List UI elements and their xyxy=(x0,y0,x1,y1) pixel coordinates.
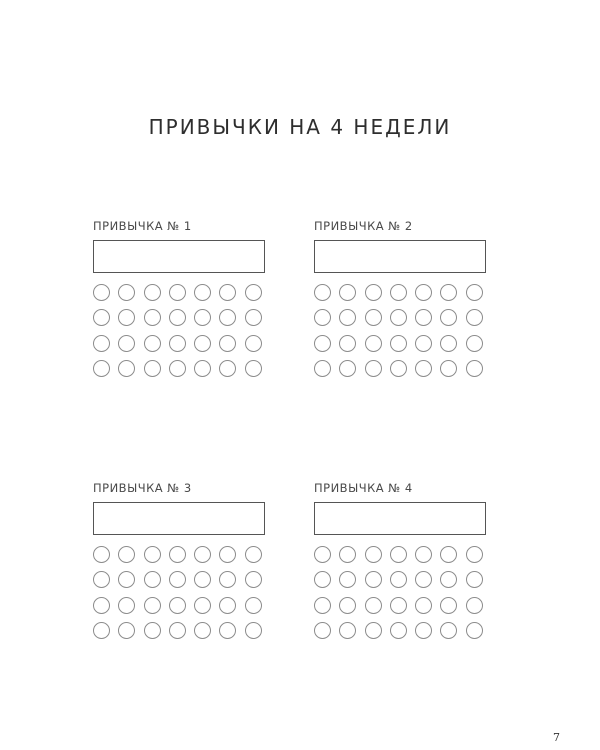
day-checkbox[interactable] xyxy=(440,622,457,639)
day-checkbox[interactable] xyxy=(93,546,110,563)
day-checkbox[interactable] xyxy=(415,546,432,563)
habit-name-field[interactable] xyxy=(314,502,486,535)
day-checkbox[interactable] xyxy=(194,571,211,588)
day-checkbox[interactable] xyxy=(466,360,483,377)
day-checkbox[interactable] xyxy=(219,597,236,614)
day-checkbox[interactable] xyxy=(339,546,356,563)
day-checkbox[interactable] xyxy=(415,335,432,352)
day-checkbox[interactable] xyxy=(194,546,211,563)
habit-label: ПРИВЫЧКА № 2 xyxy=(314,219,413,233)
day-checkbox[interactable] xyxy=(169,546,186,563)
habit-tracker-grid xyxy=(314,546,492,639)
day-checkbox[interactable] xyxy=(365,309,382,326)
day-checkbox[interactable] xyxy=(169,284,186,301)
day-checkbox[interactable] xyxy=(365,597,382,614)
day-checkbox[interactable] xyxy=(245,309,262,326)
day-checkbox[interactable] xyxy=(415,622,432,639)
day-checkbox[interactable] xyxy=(339,571,356,588)
day-checkbox[interactable] xyxy=(314,546,331,563)
day-checkbox[interactable] xyxy=(390,284,407,301)
day-checkbox[interactable] xyxy=(144,335,161,352)
day-checkbox[interactable] xyxy=(194,360,211,377)
day-checkbox[interactable] xyxy=(440,335,457,352)
day-checkbox[interactable] xyxy=(314,360,331,377)
day-checkbox[interactable] xyxy=(219,571,236,588)
day-checkbox[interactable] xyxy=(194,309,211,326)
day-checkbox[interactable] xyxy=(365,622,382,639)
day-checkbox[interactable] xyxy=(365,335,382,352)
day-checkbox[interactable] xyxy=(440,546,457,563)
habit-tracker-grid xyxy=(314,284,492,377)
habit-label: ПРИВЫЧКА № 3 xyxy=(93,481,192,495)
day-checkbox[interactable] xyxy=(245,597,262,614)
day-checkbox[interactable] xyxy=(93,284,110,301)
day-checkbox[interactable] xyxy=(466,546,483,563)
day-checkbox[interactable] xyxy=(390,360,407,377)
day-checkbox[interactable] xyxy=(93,597,110,614)
habit-block-2 xyxy=(314,218,492,377)
day-checkbox[interactable] xyxy=(93,622,110,639)
day-checkbox[interactable] xyxy=(169,360,186,377)
day-checkbox[interactable] xyxy=(390,335,407,352)
habit-name-field[interactable] xyxy=(93,502,265,535)
day-checkbox[interactable] xyxy=(118,597,135,614)
day-checkbox[interactable] xyxy=(245,284,262,301)
day-checkbox[interactable] xyxy=(118,335,135,352)
day-checkbox[interactable] xyxy=(245,360,262,377)
day-checkbox[interactable] xyxy=(365,546,382,563)
day-checkbox[interactable] xyxy=(339,622,356,639)
day-checkbox[interactable] xyxy=(219,309,236,326)
habit-label: ПРИВЫЧКА № 4 xyxy=(314,481,413,495)
day-checkbox[interactable] xyxy=(314,597,331,614)
day-checkbox[interactable] xyxy=(169,622,186,639)
day-checkbox[interactable] xyxy=(194,597,211,614)
day-checkbox[interactable] xyxy=(245,546,262,563)
day-checkbox[interactable] xyxy=(466,622,483,639)
habit-block-3 xyxy=(93,480,271,639)
habit-block-1 xyxy=(93,218,271,377)
day-checkbox[interactable] xyxy=(194,622,211,639)
day-checkbox[interactable] xyxy=(219,284,236,301)
day-checkbox[interactable] xyxy=(314,571,331,588)
day-checkbox[interactable] xyxy=(169,597,186,614)
day-checkbox[interactable] xyxy=(440,571,457,588)
day-checkbox[interactable] xyxy=(415,284,432,301)
day-checkbox[interactable] xyxy=(194,335,211,352)
day-checkbox[interactable] xyxy=(339,335,356,352)
day-checkbox[interactable] xyxy=(466,284,483,301)
day-checkbox[interactable] xyxy=(93,360,110,377)
day-checkbox[interactable] xyxy=(118,284,135,301)
day-checkbox[interactable] xyxy=(118,546,135,563)
day-checkbox[interactable] xyxy=(144,360,161,377)
day-checkbox[interactable] xyxy=(118,309,135,326)
day-checkbox[interactable] xyxy=(440,597,457,614)
day-checkbox[interactable] xyxy=(169,309,186,326)
day-checkbox[interactable] xyxy=(144,546,161,563)
day-checkbox[interactable] xyxy=(219,360,236,377)
day-checkbox[interactable] xyxy=(93,571,110,588)
day-checkbox[interactable] xyxy=(169,571,186,588)
day-checkbox[interactable] xyxy=(144,309,161,326)
day-checkbox[interactable] xyxy=(93,335,110,352)
habit-name-field[interactable] xyxy=(314,240,486,273)
day-checkbox[interactable] xyxy=(339,309,356,326)
day-checkbox[interactable] xyxy=(440,284,457,301)
day-checkbox[interactable] xyxy=(314,309,331,326)
day-checkbox[interactable] xyxy=(415,360,432,377)
day-checkbox[interactable] xyxy=(415,571,432,588)
day-checkbox[interactable] xyxy=(415,597,432,614)
day-checkbox[interactable] xyxy=(466,597,483,614)
day-checkbox[interactable] xyxy=(144,571,161,588)
day-checkbox[interactable] xyxy=(118,622,135,639)
day-checkbox[interactable] xyxy=(440,309,457,326)
day-checkbox[interactable] xyxy=(314,622,331,639)
day-checkbox[interactable] xyxy=(339,360,356,377)
day-checkbox[interactable] xyxy=(390,597,407,614)
day-checkbox[interactable] xyxy=(390,309,407,326)
habit-name-field[interactable] xyxy=(93,240,265,273)
day-checkbox[interactable] xyxy=(118,571,135,588)
page-number: 7 xyxy=(553,731,560,744)
day-checkbox[interactable] xyxy=(245,622,262,639)
day-checkbox[interactable] xyxy=(390,622,407,639)
day-checkbox[interactable] xyxy=(314,335,331,352)
day-checkbox[interactable] xyxy=(93,309,110,326)
day-checkbox[interactable] xyxy=(365,284,382,301)
day-checkbox[interactable] xyxy=(194,284,211,301)
day-checkbox[interactable] xyxy=(365,571,382,588)
day-checkbox[interactable] xyxy=(390,546,407,563)
day-checkbox[interactable] xyxy=(144,597,161,614)
habit-tracker-grid xyxy=(93,284,271,377)
day-checkbox[interactable] xyxy=(390,571,407,588)
day-checkbox[interactable] xyxy=(339,284,356,301)
day-checkbox[interactable] xyxy=(466,335,483,352)
day-checkbox[interactable] xyxy=(314,284,331,301)
day-checkbox[interactable] xyxy=(169,335,186,352)
day-checkbox[interactable] xyxy=(219,546,236,563)
page-title: ПРИВЫЧКИ НА 4 НЕДЕЛИ xyxy=(148,115,452,139)
day-checkbox[interactable] xyxy=(415,309,432,326)
habit-block-4 xyxy=(314,480,492,639)
day-checkbox[interactable] xyxy=(466,309,483,326)
habit-label: ПРИВЫЧКА № 1 xyxy=(93,219,192,233)
day-checkbox[interactable] xyxy=(144,284,161,301)
day-checkbox[interactable] xyxy=(144,622,161,639)
day-checkbox[interactable] xyxy=(219,335,236,352)
day-checkbox[interactable] xyxy=(339,597,356,614)
habit-tracker-grid xyxy=(93,546,271,639)
day-checkbox[interactable] xyxy=(118,360,135,377)
day-checkbox[interactable] xyxy=(245,335,262,352)
day-checkbox[interactable] xyxy=(245,571,262,588)
day-checkbox[interactable] xyxy=(219,622,236,639)
day-checkbox[interactable] xyxy=(365,360,382,377)
day-checkbox[interactable] xyxy=(466,571,483,588)
day-checkbox[interactable] xyxy=(440,360,457,377)
